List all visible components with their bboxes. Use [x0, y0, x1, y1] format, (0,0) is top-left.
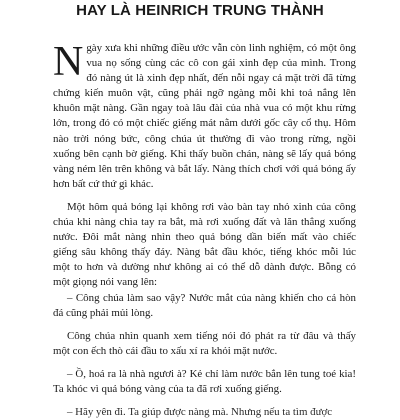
paragraph-5: – Ồ, hoá ra là nhà ngươi à? Kẻ chỉ làm nước bắn lên tung toé kia! Ta khóc vì quả bóng vàng của ta đã rơi xuống giếng.	[53, 367, 356, 395]
paragraph-6: – Hãy yên đi. Ta giúp được nàng mà. Nhưng nếu ta tìm được	[67, 406, 333, 419]
paragraph-1	[53, 41, 356, 192]
paragraph-1-text: gày xưa khi những điều ước vẫn còn linh nghiệm, có một ông vua nọ sống cùng các cô con gái xinh đẹp của mình. Trong đó nàng út là xinh đẹp nhất, đến nỗi ngay cả mặt trời đã từng chứng kiến muôn vật, cũng phải ngỡ ngàng mỗi khi toả nắng lên khuôn mặt nàng. Gần ngay toà lâu đài của nhà vua có một khu rừng lớn, trong đó có một chiếc giếng mát nằm dưới gốc cây cổ thụ. Hôm nào trời nóng bức, công chúa út thường đi vào trong rừng, ngồi xuống bên cạnh bờ giếng. Khi thấy buồn chán, nàng sẽ lấy quả bóng vàng ném lên trên không và bắt lấy. Nàng thích chơi với quả bóng ấy hơn bất cứ thứ gì khác.	[53, 42, 356, 190]
body-text	[53, 41, 356, 420]
paragraph-3: – Công chúa làm sao vậy? Nước mắt của nàng khiến cho cả hòn đá cũng phải mủi lòng.	[53, 291, 356, 319]
drop-cap: N	[53, 39, 84, 85]
chapter-title: HAY LÀ HEINRICH TRUNG THÀNH	[76, 2, 324, 19]
paragraph-2: Một hôm quả bóng lại không rơi vào bàn tay nhỏ xinh của công chúa khi nàng chìa tay ra bắt, mà rơi xuống đất và lăn thẳng xuống nước. Đôi mắt nàng nhìn theo quả bóng dần biến mất vào chiếc giếng sâu không thấy đáy. Nàng bắt đầu khóc, tiếng khóc mỗi lúc một to hơn và dường như không ai có thể dỗ dành được. Bỗng có một giọng nói vang lên:	[53, 200, 356, 289]
paragraph-4: Công chúa nhìn quanh xem tiếng nói đó phát ra từ đâu và thấy một con ếch thò cái đầu to xấu xí ra khỏi mặt nước.	[53, 329, 356, 357]
